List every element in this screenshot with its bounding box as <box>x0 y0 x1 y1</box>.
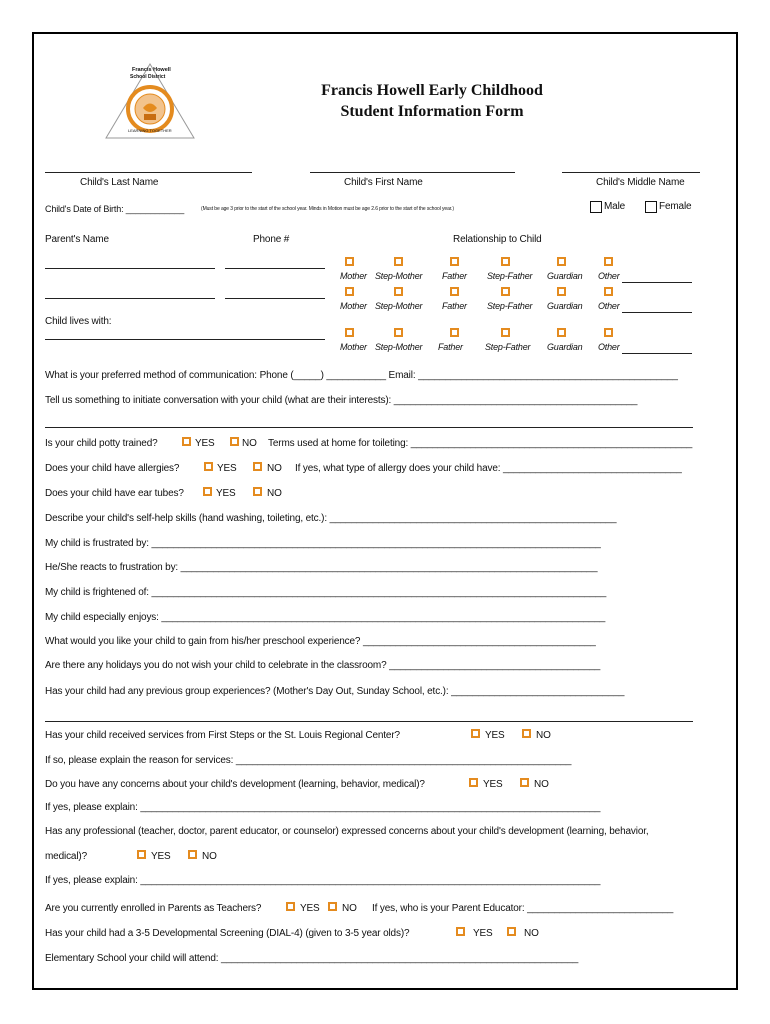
rel2-father-checkbox[interactable] <box>450 287 459 296</box>
rel1-mother-label: Mother <box>340 271 367 281</box>
middle-name-field[interactable] <box>562 172 700 173</box>
rel2-other-checkbox[interactable] <box>604 287 613 296</box>
rel3-mother-checkbox[interactable] <box>345 328 354 337</box>
potty-terms[interactable]: Terms used at home for toileting: ____________________________________________________ <box>268 438 693 449</box>
rel2-other-field[interactable] <box>622 312 692 313</box>
professional-question-cont: medical)? <box>45 851 87 862</box>
form-subtitle: Student Information Form <box>340 103 524 120</box>
rel2-guardian-checkbox[interactable] <box>557 287 566 296</box>
group-experience-question[interactable]: Has your child had any previous group experiences? (Mother's Day Out, Sunday School, etc.): ________________________________ <box>45 686 625 697</box>
professional-no-checkbox[interactable] <box>188 850 197 859</box>
child-lives-with-field[interactable] <box>45 339 325 340</box>
allergies-question: Does your child have allergies? <box>45 463 180 474</box>
allergies-no-checkbox[interactable] <box>253 462 262 471</box>
communication-question[interactable]: What is your preferred method of communication: Phone (_____) ___________ Email: ________________________________________________ <box>45 370 678 381</box>
rel2-mother-label: Mother <box>340 301 367 311</box>
dial-question: Has your child had a 3-5 Developmental Screening (DIAL-4) (given to 3-5 year olds)? <box>45 928 410 939</box>
concerns-yes-label: YES <box>483 779 503 790</box>
parent-name-label: Parent's Name <box>45 234 109 245</box>
reacts-question[interactable]: He/She reacts to frustration by: _____________________________________________________________________________ <box>45 562 598 573</box>
male-checkbox[interactable] <box>590 201 602 213</box>
logo-text-2: School District <box>130 74 166 80</box>
rel1-other-label: Other <box>598 271 620 281</box>
professional-yes-checkbox[interactable] <box>137 850 146 859</box>
rel3-mother-label: Mother <box>340 342 367 352</box>
group-experience-extra-line[interactable] <box>45 721 693 722</box>
potty-question: Is your child potty trained? <box>45 438 158 449</box>
middle-name-label: Child's Middle Name <box>596 177 685 188</box>
dial-yes-checkbox[interactable] <box>456 927 465 936</box>
interests-question[interactable]: Tell us something to initiate conversation with your child (what are their interests): _____________________________________________ <box>45 395 638 406</box>
rel1-guardian-checkbox[interactable] <box>557 257 566 266</box>
rel3-other-label: Other <box>598 342 620 352</box>
ear-tubes-no-label: NO <box>267 488 282 499</box>
rel1-stepmother-label: Step-Mother <box>375 271 423 281</box>
rel1-father-checkbox[interactable] <box>450 257 459 266</box>
first-name-label: Child's First Name <box>344 177 423 188</box>
professional-explain[interactable]: If yes, please explain: _____________________________________________________________________________________ <box>45 875 601 886</box>
interests-extra-line[interactable] <box>45 427 693 428</box>
rel3-other-checkbox[interactable] <box>604 328 613 337</box>
relationship-label: Relationship to Child <box>453 234 542 245</box>
rel3-stepfather-label: Step-Father <box>485 342 531 352</box>
first-steps-no-checkbox[interactable] <box>522 729 531 738</box>
allergies-no-label: NO <box>267 463 282 474</box>
concerns-no-label: NO <box>534 779 549 790</box>
first-steps-yes-checkbox[interactable] <box>471 729 480 738</box>
professional-no-label: NO <box>202 851 217 862</box>
phone-field-1[interactable] <box>225 268 325 269</box>
potty-no-label: NO <box>242 438 257 449</box>
rel1-mother-checkbox[interactable] <box>345 257 354 266</box>
rel2-other-label: Other <box>598 301 620 311</box>
allergies-followup[interactable]: If yes, what type of allergy does your child have: _________________________________ <box>295 463 682 474</box>
dob-note: (Must be age 3 prior to the start of the school year. Minds in Motion must be age 2.6 prior to the start of the school year.) <box>201 206 454 212</box>
logo-text-3: LEARNING TOGETHER <box>128 128 172 133</box>
rel3-father-checkbox[interactable] <box>450 328 459 337</box>
rel2-stepmother-checkbox[interactable] <box>394 287 403 296</box>
female-label: Female <box>659 201 692 212</box>
rel2-stepmother-label: Step-Mother <box>375 301 423 311</box>
rel3-father-label: Father <box>438 342 463 352</box>
first-steps-question: Has your child received services from First Steps or the St. Louis Regional Center? <box>45 730 400 741</box>
frustrated-question[interactable]: My child is frustrated by: ___________________________________________________________________________________ <box>45 538 601 549</box>
rel1-stepfather-label: Step-Father <box>487 271 533 281</box>
pat-yes-checkbox[interactable] <box>286 902 295 911</box>
potty-no-checkbox[interactable] <box>230 437 239 446</box>
pat-no-label: NO <box>342 903 357 914</box>
gain-question[interactable]: What would you like your child to gain from his/her preschool experience? ___________________________________________ <box>45 636 596 647</box>
male-label: Male <box>604 201 626 212</box>
dial-no-checkbox[interactable] <box>507 927 516 936</box>
rel3-stepmother-label: Step-Mother <box>375 342 423 352</box>
pat-followup[interactable]: If yes, who is your Parent Educator: ___________________________ <box>372 903 674 914</box>
self-help-question[interactable]: Describe your child's self-help skills (hand washing, toileting, etc.): _____________________________________________________ <box>45 513 617 524</box>
rel3-guardian-label: Guardian <box>547 342 583 352</box>
pat-no-checkbox[interactable] <box>328 902 337 911</box>
phone-field-2[interactable] <box>225 298 325 299</box>
allergies-yes-checkbox[interactable] <box>204 462 213 471</box>
holidays-question[interactable]: Are there any holidays you do not wish your child to celebrate in the classroom? _______________________________________ <box>45 660 601 671</box>
dob-label: Child's Date of Birth: ____________ <box>45 204 185 214</box>
rel3-stepmother-checkbox[interactable] <box>394 328 403 337</box>
form-title: Francis Howell Early Childhood <box>321 82 543 99</box>
phone-label: Phone # <box>253 234 290 245</box>
logo-text-1: Francis Howell <box>132 67 171 73</box>
rel3-guardian-checkbox[interactable] <box>557 328 566 337</box>
professional-yes-label: YES <box>151 851 171 862</box>
rel2-mother-checkbox[interactable] <box>345 287 354 296</box>
pat-yes-label: YES <box>300 903 320 914</box>
frightened-question[interactable]: My child is frightened of: ____________________________________________________________________________________ <box>45 587 607 598</box>
last-name-field[interactable] <box>45 172 252 173</box>
rel1-stepmother-checkbox[interactable] <box>394 257 403 266</box>
rel3-other-field[interactable] <box>622 353 692 354</box>
concerns-no-checkbox[interactable] <box>520 778 529 787</box>
female-checkbox[interactable] <box>645 201 657 213</box>
first-name-field[interactable] <box>310 172 515 173</box>
rel3-stepfather-checkbox[interactable] <box>501 328 510 337</box>
dial-yes-label: YES <box>473 928 493 939</box>
rel2-stepfather-label: Step-Father <box>487 301 533 311</box>
services-explain[interactable]: If so, please explain the reason for services: ______________________________________________________________ <box>45 755 572 766</box>
rel1-other-field[interactable] <box>622 282 692 283</box>
concerns-question: Do you have any concerns about your child's development (learning, behavior, medical)? <box>45 779 425 790</box>
dial-no-label: NO <box>524 928 539 939</box>
rel1-stepfather-checkbox[interactable] <box>501 257 510 266</box>
allergies-yes-label: YES <box>217 463 237 474</box>
first-steps-no-label: NO <box>536 730 551 741</box>
elementary-school-question[interactable]: Elementary School your child will attend: __________________________________________________________________ <box>45 953 579 964</box>
ear-tubes-question: Does your child have ear tubes? <box>45 488 184 499</box>
rel2-guardian-label: Guardian <box>547 301 583 311</box>
professional-question: Has any professional (teacher, doctor, parent educator, or counselor) expressed concerns about your child's development (learning, behavior, <box>45 826 649 837</box>
concerns-yes-checkbox[interactable] <box>469 778 478 787</box>
rel1-father-label: Father <box>442 271 467 281</box>
last-name-label: Child's Last Name <box>80 177 159 188</box>
parent-name-field-2[interactable] <box>45 298 215 299</box>
ear-tubes-yes-label: YES <box>216 488 236 499</box>
rel1-guardian-label: Guardian <box>547 271 583 281</box>
potty-yes-checkbox[interactable] <box>182 437 191 446</box>
ear-tubes-no-checkbox[interactable] <box>253 487 262 496</box>
rel2-father-label: Father <box>442 301 467 311</box>
form-border <box>32 32 738 990</box>
ear-tubes-yes-checkbox[interactable] <box>203 487 212 496</box>
enjoys-question[interactable]: My child especially enjoys: __________________________________________________________________________________ <box>45 612 606 623</box>
parent-name-field-1[interactable] <box>45 268 215 269</box>
rel2-stepfather-checkbox[interactable] <box>501 287 510 296</box>
concerns-explain[interactable]: If yes, please explain: _____________________________________________________________________________________ <box>45 802 601 813</box>
first-steps-yes-label: YES <box>485 730 505 741</box>
child-lives-with-label: Child lives with: <box>45 316 112 327</box>
potty-yes-label: YES <box>195 438 215 449</box>
pat-question: Are you currently enrolled in Parents as Teachers? <box>45 903 262 914</box>
rel1-other-checkbox[interactable] <box>604 257 613 266</box>
